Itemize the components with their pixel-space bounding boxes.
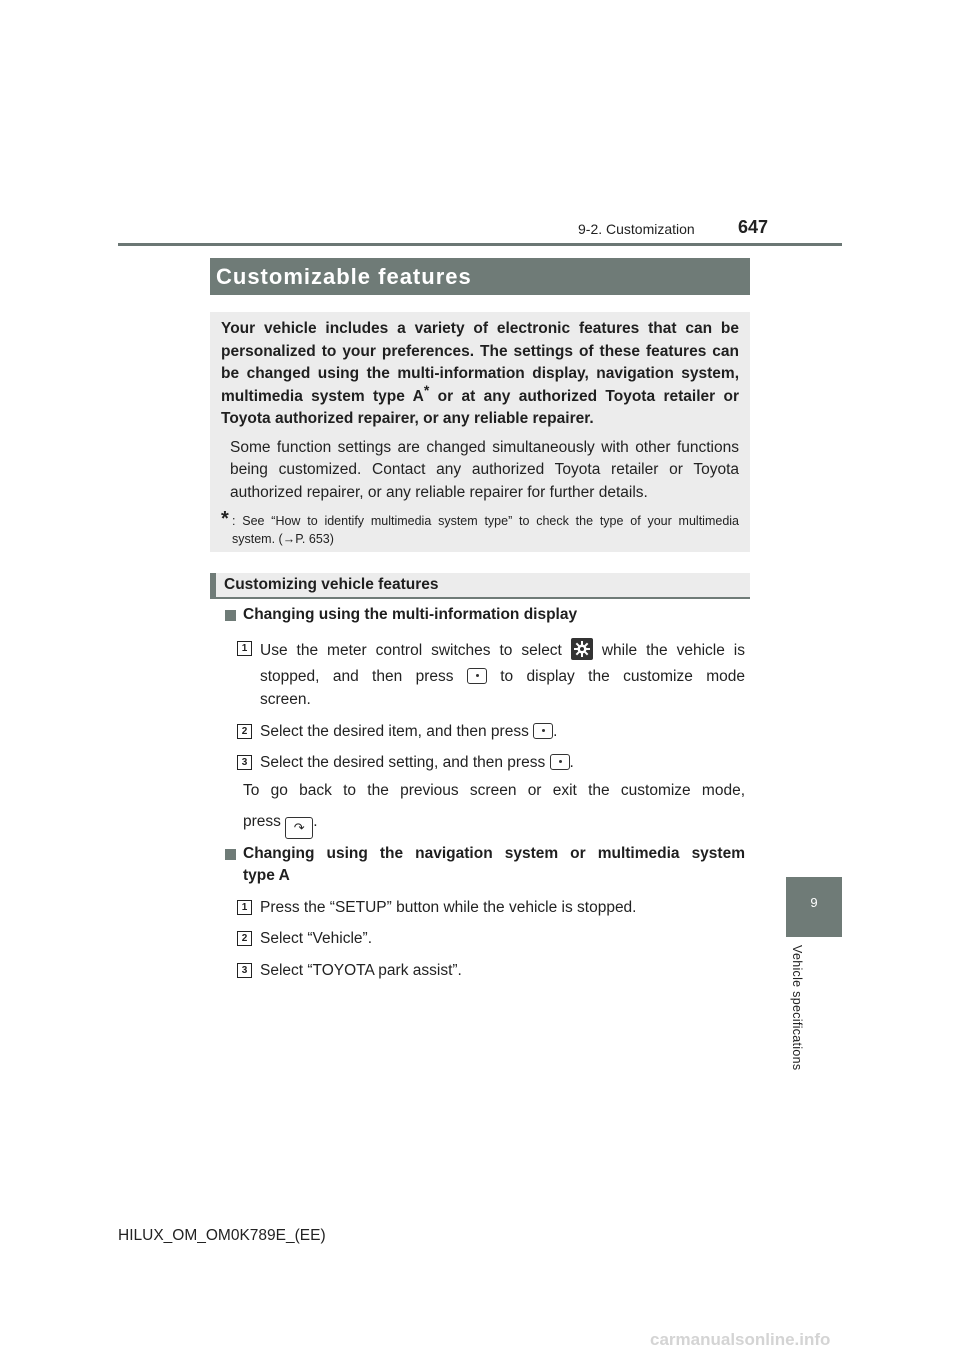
step-1-line-1 [260,638,745,662]
step-3-text: Select the desired setting, and then press [260,754,546,771]
footnote-text: : See “How to identify multimedia system type” to check the type of your multimedia system. (→P. 653) [232,513,739,546]
nav-step-2: Select “Vehicle”. [260,930,372,947]
ok-button-icon [550,754,570,770]
footnote [221,507,739,548]
subsection-title: Customizing vehicle features [210,573,750,599]
back-instruction-press: press [243,813,281,830]
header-divider [118,243,842,246]
section-heading-nav-line-2: type A [243,867,290,884]
intro-footnote-marker: * [423,381,430,398]
step-number-1: 1 [237,900,252,915]
back-arrow-icon: ↷ [285,817,313,839]
nav-step-1: Press the “SETUP” button while the vehicle is stopped. [260,899,637,916]
watermark: carmanualsonline.info [650,1330,831,1349]
square-bullet-icon [225,849,236,860]
footnote-star: * [221,507,229,530]
step-number-2: 2 [237,724,252,739]
page-number: 647 [738,217,769,237]
chapter-tab-label: Vehicle specifications [790,945,804,1071]
step-3-line [260,752,574,774]
step-number-2: 2 [237,931,252,946]
intro-text [221,318,739,431]
page-title: Customizable features [210,258,750,295]
step-2-text: Select the desired item, and then press [260,723,529,740]
ok-button-icon [533,723,553,739]
step-1-text-c: stopped, and then press [260,668,454,685]
step-1-text-b: while the vehicle is [601,642,746,659]
section-title: 9-2. Customization [578,221,695,237]
step-1-text-e: screen. [260,691,311,708]
intro-box [210,312,750,552]
back-instruction-line-2 [243,811,318,839]
nav-step-3: Select “TOYOTA park assist”. [260,962,462,979]
chapter-tab-number: 9 [810,895,818,910]
intro-text-part2: or at any authorized Toyota retailer or Toyota authorized repairer, or any reliable repairer. [221,387,740,428]
step-number-3: 3 [237,755,252,770]
step-1-text-d: to display the customize mode [500,668,745,685]
step-number-1: 1 [237,641,252,656]
step-2-period: . [553,723,558,740]
intro-text-part1: Your vehicle includes a variety of electronic features that can be personalized to your preferences. The settings of these features can be changed using the multi-information display, navigation system, multimedia system type A [221,320,739,405]
step-1-text-a: Use the meter control switches to select [260,642,562,659]
step-3-period: . [569,754,574,771]
document-code: HILUX_OM_OM0K789E_(EE) [118,1227,326,1244]
gear-icon [571,638,593,660]
step-number-3: 3 [237,963,252,978]
section-heading-mid: Changing using the multi-information display [243,606,578,623]
back-instruction-line-1: To go back to the previous screen or exit the customize mode, [243,782,745,799]
section-heading-nav-line-1: Changing using the navigation system or multimedia system [243,845,745,862]
square-bullet-icon [225,610,236,621]
back-instruction-period: . [313,813,318,830]
step-1-line-2 [260,666,745,688]
step-2-line [260,721,557,743]
intro-note: Some function settings are changed simultaneously with other functions being customized. Contact any authorized Toyota retailer or Toyota authorized repairer, or any reliable repairer for further details. [230,438,739,501]
ok-button-icon [467,668,487,684]
